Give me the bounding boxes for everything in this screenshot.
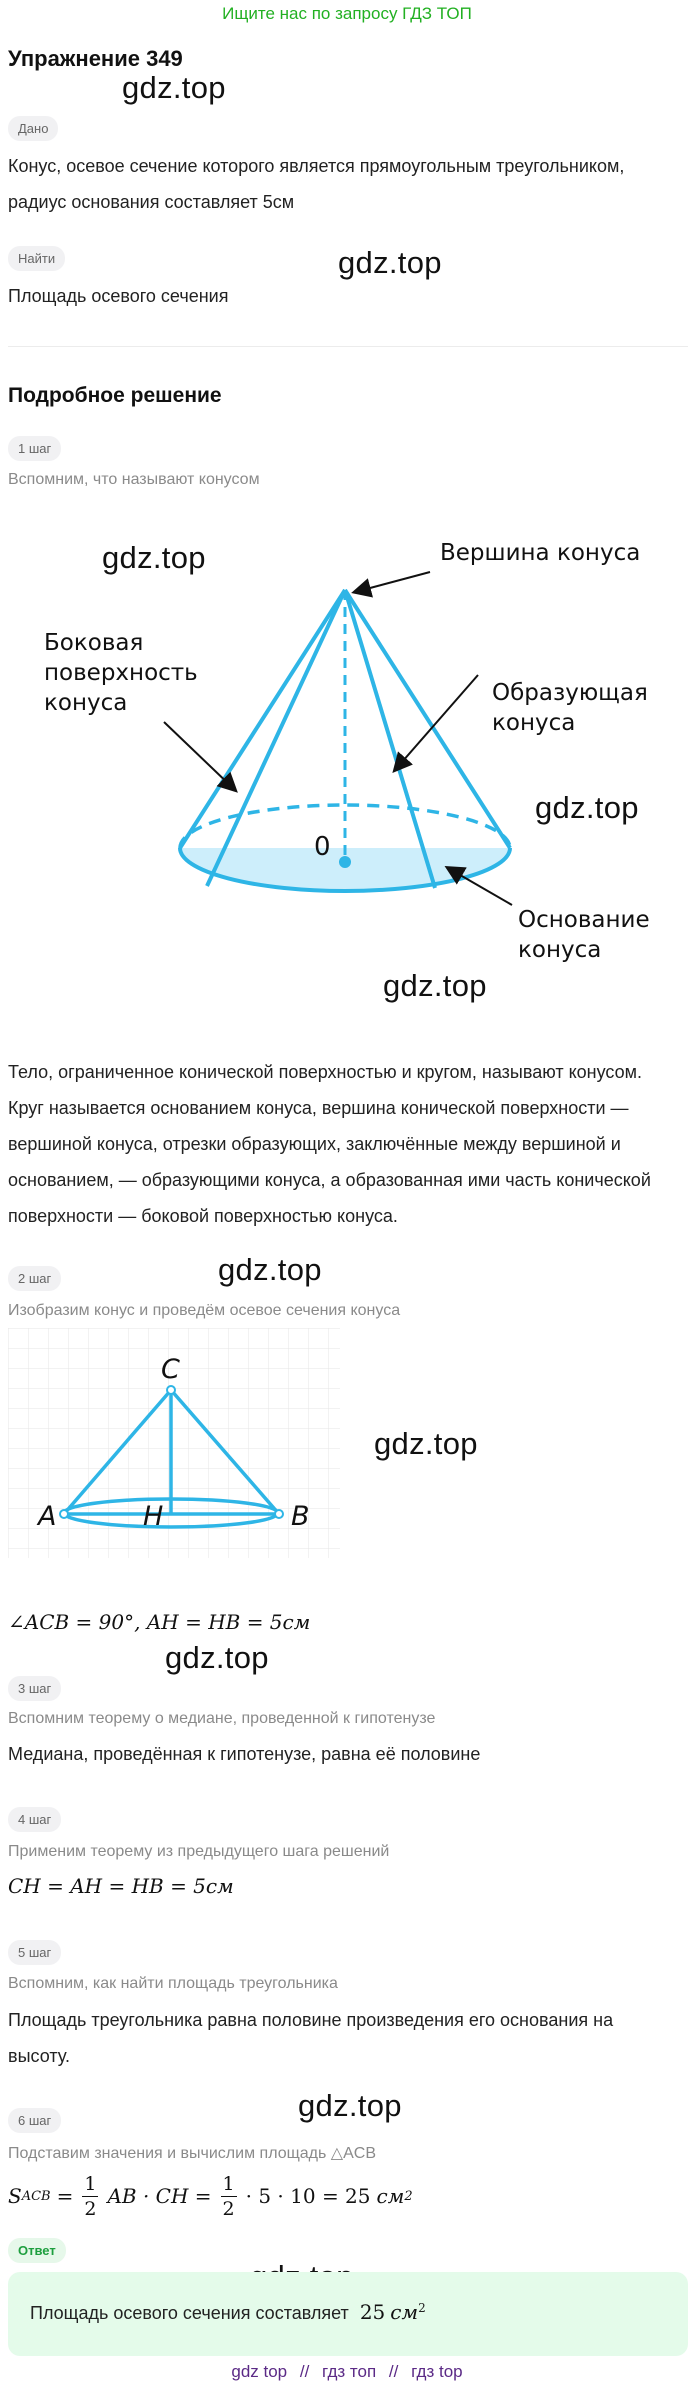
step-5-hint: Вспомним, как найти площадь треугольника — [8, 1975, 338, 1992]
answer-exp: 2 — [418, 2301, 426, 2315]
step-6-badge: 6 шаг — [8, 2108, 61, 2133]
step-1-text-line: Тело, ограниченное конической поверхностью и кругом, называют конусом. — [8, 1062, 642, 1082]
step-3-hint: Вспомним теорему о медиане, проведенной к гипотенузе — [8, 1710, 436, 1727]
step-4-formula: CH = AH = HB = 5см — [8, 1874, 234, 1898]
base-label-2: конуса — [518, 937, 602, 963]
given-section — [8, 116, 58, 141]
find-section — [8, 246, 65, 271]
fraction-num: 1 — [222, 2172, 235, 2195]
step-4-badge: 4 шаг — [8, 1807, 61, 1832]
step-5-badge-wrap — [8, 1940, 61, 1965]
fraction-half — [82, 2172, 98, 2221]
step-1-badge: 1 шаг — [8, 436, 61, 461]
point-h-label: H — [143, 1501, 164, 1532]
cone-diagram — [0, 490, 694, 1030]
divider — [8, 346, 688, 347]
formula-sub: ACB — [21, 2188, 51, 2204]
step-1-text-line: поверхности — боковой поверхностью конуса. — [8, 1206, 398, 1226]
formula-unit: см — [376, 2184, 405, 2208]
watermark: gdz.top — [383, 968, 487, 1003]
find-badge: Найти — [8, 246, 65, 271]
step-5-text-line1: Площадь треугольника равна половине произведения его основания на — [8, 2010, 614, 2030]
watermark: gdz.top — [102, 540, 206, 575]
step-3-badge: 3 шаг — [8, 1676, 61, 1701]
lateral-label-2: поверхность — [44, 660, 198, 686]
center-label: 0 — [314, 832, 331, 862]
step-2-formula: ∠ACB = 90°, AH = HB = 5см — [8, 1610, 311, 1634]
answer-content — [30, 2300, 426, 2324]
fraction-den: 2 — [222, 2197, 235, 2220]
watermark: gdz.top — [338, 245, 442, 280]
solution-title: Подробное решение — [8, 384, 222, 407]
lateral-label-3: конуса — [44, 690, 128, 716]
triangle-diagram — [8, 1328, 340, 1558]
watermark: gdz.top — [122, 70, 226, 105]
step-6-hint: Подставим значения и вычислим площадь △ACB — [8, 2145, 376, 2162]
answer-badge-wrap — [8, 2238, 66, 2263]
fraction-half — [221, 2172, 237, 2221]
footer-link-gdz-top-ru[interactable]: гдз топ — [322, 2362, 377, 2381]
base-label-1: Основание — [518, 907, 650, 933]
step-2-badge: 2 шаг — [8, 1266, 61, 1291]
step-4-badge-wrap — [8, 1807, 61, 1832]
formula-exp: 2 — [404, 2188, 413, 2204]
step-1-text — [8, 1054, 651, 1234]
step-1-text-line: вершиной конуса, отрезки образующих, заключённые между вершиной и — [8, 1134, 621, 1154]
footer-separator: // — [299, 2362, 310, 2381]
apex-label: Вершина конуса — [440, 540, 641, 566]
page-title: Упражнение 349 — [8, 46, 183, 71]
watermark: gdz.top — [374, 1426, 478, 1461]
footer-links — [0, 2362, 694, 2382]
point-c-label: C — [161, 1354, 180, 1385]
generatrix-label-2: конуса — [492, 710, 576, 736]
answer-value: 25 — [359, 2300, 386, 2324]
footer-link-gdz-top[interactable]: gdz top — [231, 2362, 288, 2381]
watermark: gdz.top — [165, 1640, 269, 1675]
footer-link-gdz-top-mixed[interactable]: гдз top — [411, 2362, 463, 2381]
find-text: Площадь осевого сечения — [8, 286, 229, 306]
formula-s: S — [8, 2184, 22, 2208]
top-banner[interactable]: Ищите нас по запросу ГДЗ ТОП — [222, 4, 472, 23]
answer-text: Площадь осевого сечения составляет — [30, 2303, 349, 2323]
step-2-badge-wrap — [8, 1266, 61, 1291]
point-b-label: B — [291, 1501, 310, 1532]
fraction-num: 1 — [84, 2172, 97, 2195]
lateral-label-1: Боковая — [44, 630, 144, 656]
step-5-badge: 5 шаг — [8, 1940, 61, 1965]
footer-separator: // — [388, 2362, 399, 2381]
answer-unit: см — [390, 2300, 419, 2324]
watermark: gdz.top — [298, 2088, 402, 2123]
step-6-badge-wrap — [8, 2108, 61, 2133]
formula-part1: AB · CH = — [107, 2184, 212, 2208]
step-6-formula — [8, 2166, 413, 2226]
watermark: gdz.top — [218, 1252, 322, 1287]
answer-box — [8, 2272, 688, 2356]
watermark: gdz.top — [535, 790, 639, 825]
step-5-text-line2: высоту. — [8, 2046, 70, 2066]
step-1-text-line: Круг называется основанием конуса, вершина конической поверхности — — [8, 1098, 629, 1118]
given-text-line2: радиус основания составляет 5см — [8, 192, 295, 212]
generatrix-label-1: Образующая — [492, 680, 648, 706]
step-3-text: Медиана, проведённая к гипотенузе, равна её половине — [8, 1744, 481, 1764]
point-a-label: A — [38, 1501, 57, 1532]
fraction-den: 2 — [84, 2197, 97, 2220]
given-badge: Дано — [8, 116, 58, 141]
formula-eq: = — [56, 2184, 74, 2208]
given-text-line1: Конус, осевое сечение которого является прямоугольным треугольником, — [8, 156, 625, 176]
answer-badge: Ответ — [8, 2238, 66, 2263]
formula-part2: · 5 · 10 = 25 — [245, 2184, 371, 2208]
step-1-text-line: основанием, — образующими конуса, а образованная ими часть конической — [8, 1170, 651, 1190]
step-4-hint: Применим теорему из предыдущего шага решений — [8, 1843, 390, 1860]
step-1-badge-wrap — [8, 436, 61, 461]
step-3-badge-wrap — [8, 1676, 61, 1701]
step-2-hint: Изобразим конус и проведём осевое сечения конуса — [8, 1302, 401, 1319]
step-1-hint: Вспомним, что называют конусом — [8, 471, 260, 488]
